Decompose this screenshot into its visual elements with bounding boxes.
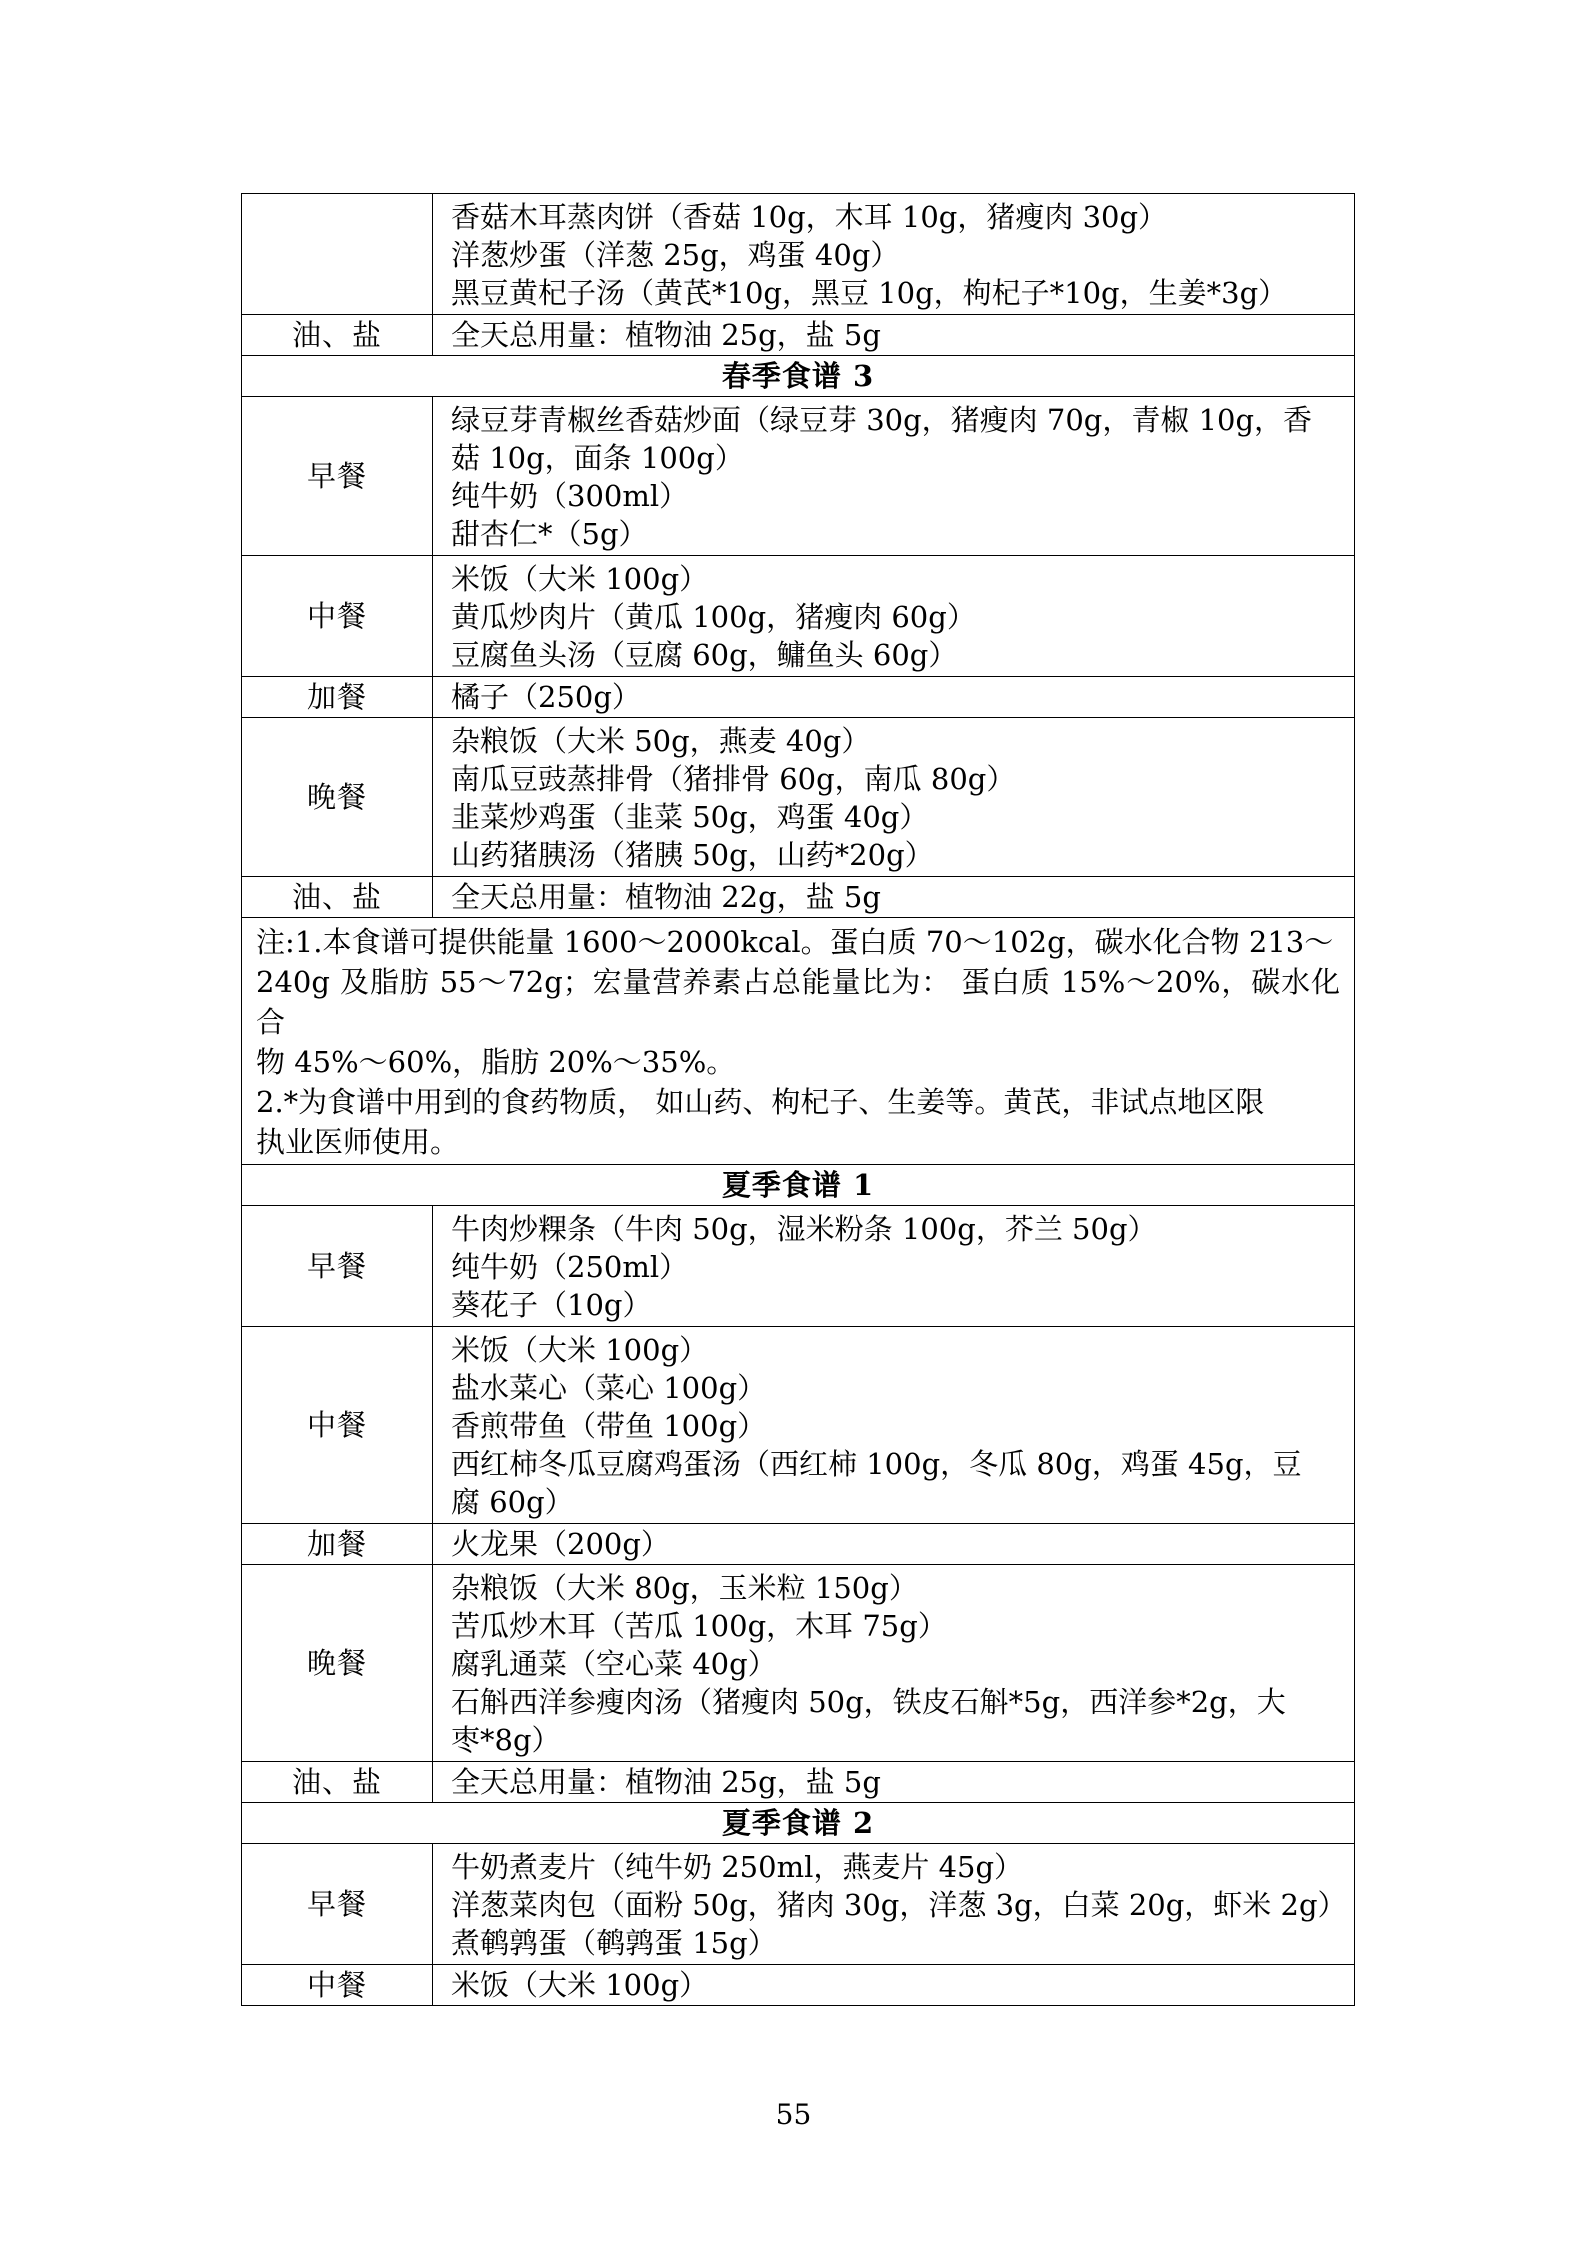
menu-items-cell bbox=[433, 1565, 1355, 1762]
table-row bbox=[242, 315, 1355, 356]
menu-item: 山药猪胰汤（猪胰 50g，山药*20g） bbox=[451, 838, 934, 872]
menu-item: 香菇木耳蒸肉饼（香菇 10g，木耳 10g，猪瘦肉 30g） bbox=[451, 200, 1168, 234]
meal-label-dinner: 晚餐 bbox=[242, 718, 433, 877]
menu-items-cell bbox=[433, 1327, 1355, 1524]
menu-item: 杂粮饭（大米 80g，玉米粒 150g） bbox=[451, 1571, 918, 1605]
menu-item: 杂粮饭（大米 50g，燕麦 40g） bbox=[451, 724, 871, 758]
menu-item: 石斛西洋参瘦肉汤（猪瘦肉 50g，铁皮石斛*5g，西洋参*2g，大 bbox=[451, 1685, 1286, 1719]
menu-items-cell bbox=[433, 1206, 1355, 1327]
menu-item: 盐水菜心（菜心 100g） bbox=[451, 1371, 767, 1405]
table-row bbox=[242, 194, 1355, 315]
menu-item: 黄瓜炒肉片（黄瓜 100g，猪瘦肉 60g） bbox=[451, 600, 976, 634]
note-line: 注:1.本食谱可提供能量 1600～2000kcal。蛋白质 70～102g，碳水化合物 213～ bbox=[256, 925, 1334, 959]
diet-menu-table bbox=[241, 193, 1355, 2006]
menu-item: 黑豆黄杞子汤（黄芪*10g，黑豆 10g，枸杞子*10g，生姜*3g） bbox=[451, 276, 1288, 310]
table-row bbox=[242, 356, 1355, 397]
table-row bbox=[242, 1165, 1355, 1206]
meal-label-cell bbox=[242, 194, 433, 315]
table-row bbox=[242, 1803, 1355, 1844]
menu-note bbox=[242, 918, 1355, 1165]
menu-item: 葵花子（10g） bbox=[451, 1288, 652, 1322]
menu-items-cell bbox=[433, 718, 1355, 877]
menu-item: 洋葱菜肉包（面粉 50g，猪肉 30g，洋葱 3g，白菜 20g，虾米 2g） bbox=[451, 1888, 1347, 1922]
table-row bbox=[242, 397, 1355, 556]
oil-salt-total: 全天总用量：植物油 25g，盐 5g bbox=[433, 1762, 1355, 1803]
menu-item: 米饭（大米 100g） bbox=[451, 1333, 709, 1367]
table-row bbox=[242, 1565, 1355, 1762]
menu-item: 菇 10g，面条 100g） bbox=[451, 441, 744, 475]
menu-item: 火龙果（200g） bbox=[433, 1524, 1355, 1565]
meal-label-snack: 加餐 bbox=[242, 677, 433, 718]
menu-item: 豆腐鱼头汤（豆腐 60g，鳙鱼头 60g） bbox=[451, 638, 958, 672]
table-row bbox=[242, 1844, 1355, 1965]
meal-label-lunch: 中餐 bbox=[242, 556, 433, 677]
note-line: 物 45%～60%，脂肪 20%～35%。 bbox=[256, 1045, 736, 1079]
menu-item: 西红柿冬瓜豆腐鸡蛋汤（西红柿 100g，冬瓜 80g，鸡蛋 45g，豆 bbox=[451, 1447, 1302, 1481]
menu-item: 腐 60g） bbox=[451, 1485, 574, 1519]
menu-item: 米饭（大米 100g） bbox=[433, 1965, 1355, 2006]
note-line: 240g 及脂肪 55～72g；宏量营养素占总能量比为： 蛋白质 15%～20%，碳水化合 bbox=[256, 965, 1340, 1039]
page-content bbox=[241, 193, 1355, 2006]
meal-label-dinner: 晚餐 bbox=[242, 1565, 433, 1762]
menu-item: 香煎带鱼（带鱼 100g） bbox=[451, 1409, 767, 1443]
menu-item: 枣*8g） bbox=[451, 1723, 561, 1757]
table-row bbox=[242, 1327, 1355, 1524]
note-line: 2.*为食谱中用到的食药物质， 如山药、枸杞子、生姜等。黄芪，非试点地区限 bbox=[256, 1085, 1265, 1119]
menu-item: 南瓜豆豉蒸排骨（猪排骨 60g，南瓜 80g） bbox=[451, 762, 1016, 796]
menu-items-cell bbox=[433, 1844, 1355, 1965]
menu-item: 纯牛奶（300ml） bbox=[451, 479, 689, 513]
menu-item: 牛奶煮麦片（纯牛奶 250ml，燕麦片 45g） bbox=[451, 1850, 1024, 1884]
page-number: 55 bbox=[775, 2098, 812, 2131]
menu-items-cell bbox=[433, 194, 1355, 315]
table-row bbox=[242, 918, 1355, 1165]
meal-label-oil-salt: 油、盐 bbox=[242, 1762, 433, 1803]
menu-item: 牛肉炒粿条（牛肉 50g，湿米粉条 100g，芥兰 50g） bbox=[451, 1212, 1157, 1246]
menu-item: 苦瓜炒木耳（苦瓜 100g，木耳 75g） bbox=[451, 1609, 947, 1643]
section-heading-spring-3: 春季食谱 3 bbox=[242, 356, 1355, 397]
meal-label-oil-salt: 油、盐 bbox=[242, 877, 433, 918]
menu-items-cell bbox=[433, 397, 1355, 556]
table-row bbox=[242, 1206, 1355, 1327]
menu-item: 绿豆芽青椒丝香菇炒面（绿豆芽 30g，猪瘦肉 70g，青椒 10g，香 bbox=[451, 403, 1313, 437]
table-row bbox=[242, 877, 1355, 918]
meal-label-lunch: 中餐 bbox=[242, 1327, 433, 1524]
table-row bbox=[242, 1762, 1355, 1803]
meal-label-oil-salt: 油、盐 bbox=[242, 315, 433, 356]
menu-item: 腐乳通菜（空心菜 40g） bbox=[451, 1647, 777, 1681]
meal-label-breakfast: 早餐 bbox=[242, 1844, 433, 1965]
meal-label-breakfast: 早餐 bbox=[242, 397, 433, 556]
menu-item: 甜杏仁*（5g） bbox=[451, 517, 648, 551]
meal-label-lunch: 中餐 bbox=[242, 1965, 433, 2006]
table-row bbox=[242, 718, 1355, 877]
meal-label-breakfast: 早餐 bbox=[242, 1206, 433, 1327]
menu-item: 韭菜炒鸡蛋（韭菜 50g，鸡蛋 40g） bbox=[451, 800, 929, 834]
table-row bbox=[242, 677, 1355, 718]
table-row bbox=[242, 1524, 1355, 1565]
meal-label-snack: 加餐 bbox=[242, 1524, 433, 1565]
table-row bbox=[242, 1965, 1355, 2006]
menu-item: 煮鹌鹑蛋（鹌鹑蛋 15g） bbox=[451, 1926, 777, 1960]
menu-item: 橘子（250g） bbox=[433, 677, 1355, 718]
menu-item: 洋葱炒蛋（洋葱 25g，鸡蛋 40g） bbox=[451, 238, 900, 272]
section-heading-summer-1: 夏季食谱 1 bbox=[242, 1165, 1355, 1206]
menu-items-cell bbox=[433, 556, 1355, 677]
section-heading-summer-2: 夏季食谱 2 bbox=[242, 1803, 1355, 1844]
menu-item: 米饭（大米 100g） bbox=[451, 562, 709, 596]
oil-salt-total: 全天总用量：植物油 25g，盐 5g bbox=[433, 315, 1355, 356]
menu-item: 纯牛奶（250ml） bbox=[451, 1250, 689, 1284]
note-line: 执业医师使用。 bbox=[256, 1125, 460, 1159]
table-row bbox=[242, 556, 1355, 677]
oil-salt-total: 全天总用量：植物油 22g，盐 5g bbox=[433, 877, 1355, 918]
